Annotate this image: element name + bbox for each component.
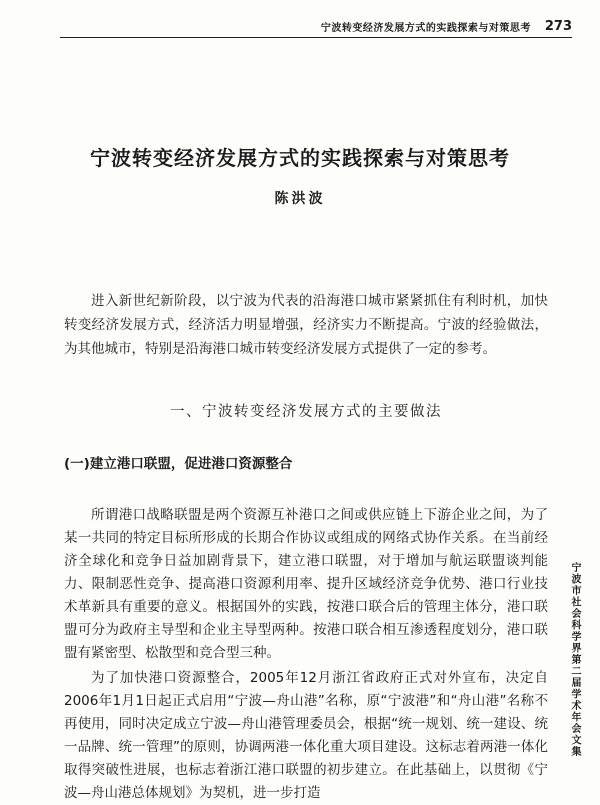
body-paragraph-2: 为了加快港口资源整合，2005年12月浙江省政府正式对外宣布，决定自2006年1月1日起正式启用“宁波—舟山港”名称，原“宁波港”和“舟山港”名称不再使用，同时决定成立宁波—舟山港管理委员会，根据“统一规划、统一建设、统一品牌、统一管理”的原则，协调两港一体化重大项目建设。这标志着两港一体化取得突破性进展，也标志着浙江港口联盟的初步建立。在此基础上，以贯彻《宁波—舟山港总体规划》为契机，进一步打造: [64, 669, 548, 801]
body-paragraph-1: 所谓港口战略联盟是两个资源互补港口之间或供应链上下游企业之间，为了某一共同的特定目标所形成的长期合作协议或组成的网络式协作关系。在当前经济全球化和竞争日益加剧背景下，建立港口联盟，对于增加与航运联盟谈判能力、限制恶性竞争、提高港口资源利用率、提升区域经济竞争优势、港口行业技术革新具有重要的意义。根据国外的实践，按港口联合后的管理主体分，港口联盟可分为政府主导型和企业主导型两种。按港口联合相互渗透程度划分，港口联盟有紧密型、松散型和竞合型三种。: [64, 506, 548, 661]
running-header: [60, 14, 572, 38]
article-author: 陈洪波: [274, 191, 326, 207]
section-heading: 一、宁波转变经济发展方式的主要做法: [170, 404, 442, 420]
article-title: 宁波转变经济发展方式的实践探索与对策思考: [90, 146, 510, 170]
abstract-paragraph: 进入新世纪新阶段，以宁波为代表的沿海港口城市紧紧抓住有利时机，加快转变经济发展方式，经济活力明显增强，经济实力不断提高。宁波的经验做法，为其他城市，特别是沿海港口城市转变经济发展方式提供了一定的参考。: [64, 292, 548, 357]
running-title: 宁波转变经济发展方式的实践探索与对策思考: [320, 23, 531, 34]
page-number: 273: [544, 19, 572, 34]
subsection-heading: (一)建立港口联盟，促进港口资源整合: [64, 456, 293, 472]
side-collection-note: 宁波市社会科学界第二届学术年会文集: [569, 562, 580, 758]
